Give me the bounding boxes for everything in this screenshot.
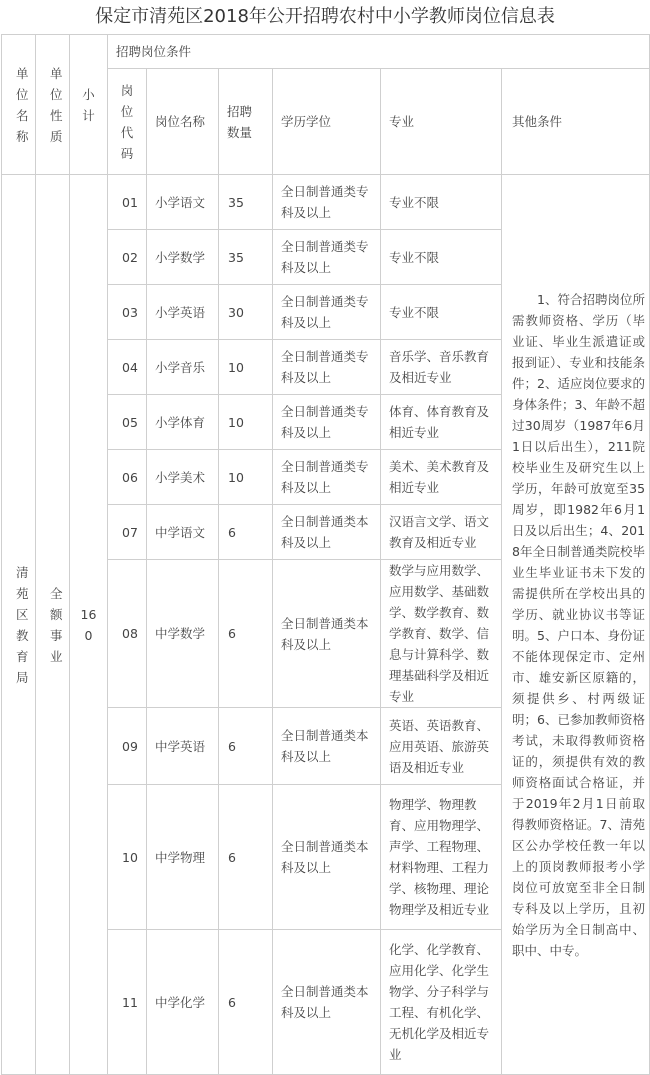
table-row-education: 全日制普通类本科及以上 (273, 930, 381, 1075)
table-row-count: 35 (219, 175, 273, 230)
table-row-code: 04 (108, 340, 147, 395)
table-row-count: 6 (219, 930, 273, 1075)
header-position: 岗位名称 (147, 69, 219, 175)
table-row-major: 专业不限 (381, 230, 502, 285)
table-row-education: 全日制普通类专科及以上 (273, 285, 381, 340)
table-row-count: 6 (219, 505, 273, 560)
unit-name-cell: 清苑区教育局 (2, 175, 36, 1075)
table-row-position: 中学语文 (147, 505, 219, 560)
table-row-position: 小学音乐 (147, 340, 219, 395)
table-row-count: 10 (219, 340, 273, 395)
table-row-education: 全日制普通类专科及以上 (273, 450, 381, 505)
table-row-education: 全日制普通类专科及以上 (273, 340, 381, 395)
table-row-position: 小学语文 (147, 175, 219, 230)
table-row-major: 化学、化学教育、应用化学、化学生物学、分子科学与工程、有机化学、无机化学及相近专业 (381, 930, 502, 1075)
table-row-count: 10 (219, 395, 273, 450)
table-row-position: 小学美术 (147, 450, 219, 505)
table-row-count: 35 (219, 230, 273, 285)
header-education: 学历学位 (273, 69, 381, 175)
table-row-major: 数学与应用数学、应用数学、基础数学、数学教育、数学教育、数学、信息与计算科学、数理基础科学及相近专业 (381, 560, 502, 708)
table-row-code: 10 (108, 785, 147, 930)
table-row-position: 中学物理 (147, 785, 219, 930)
table-row-code: 11 (108, 930, 147, 1075)
table-row-position: 中学数学 (147, 560, 219, 708)
table-row-position: 小学数学 (147, 230, 219, 285)
table-row-count: 6 (219, 785, 273, 930)
page-title: 保定市清苑区2018年公开招聘农村中小学教师岗位信息表 (95, 6, 555, 27)
table-row-code: 03 (108, 285, 147, 340)
table-row-code: 06 (108, 450, 147, 505)
table-row-code: 09 (108, 708, 147, 785)
table-row-position: 小学英语 (147, 285, 219, 340)
header-major: 专业 (381, 69, 502, 175)
table-row-major: 美术、美术教育及相近专业 (381, 450, 502, 505)
table-row-count: 10 (219, 450, 273, 505)
table-row-code: 05 (108, 395, 147, 450)
table-row-code: 02 (108, 230, 147, 285)
table-row-major: 英语、英语教育、应用英语、旅游英语及相近专业 (381, 708, 502, 785)
table-row-major: 专业不限 (381, 285, 502, 340)
table-row-major: 专业不限 (381, 175, 502, 230)
table-row-major: 物理学、物理教育、应用物理学、声学、工程物理、材料物理、工程力学、核物理、理论物理学及相近专业 (381, 785, 502, 930)
table-row-education: 全日制普通类本科及以上 (273, 560, 381, 708)
table-row-count: 30 (219, 285, 273, 340)
table-row-education: 全日制普通类本科及以上 (273, 785, 381, 930)
header-unit-nature: 单位性质 (36, 35, 70, 175)
table-row-position: 小学体育 (147, 395, 219, 450)
other-conditions-cell: 1、符合招聘岗位所需教师资格、学历（毕业证、毕业生派遣证或报到证）、专业和技能条件；2、适应岗位要求的身体条件；3、年龄不超过30周岁（1987年6月1日以后出生），211院校毕业生及研究生以上学历，年龄可放宽至35周岁，即1982年6月1日及以后出生；4、2018年全日制普通类院校毕业生毕业证书未下发的需提供所在学校出具的学历、就业协议书等证明。5、户口本、身份证不能体现保定市、定州市、雄安新区原籍的，须提供乡、村两级证明；6、已参加教师资格考试，未取得教师资格证的，须提供有效的教师资格面试合格证，并于2019年2月1日前取得教师资格证。7、清苑区公办学校任教一年以上的顶岗教师报考小学岗位可放宽至非全日制专科及以上学历，且初始学历为全日制高中、职中、中专。 (502, 175, 650, 1075)
table-row-major: 体育、体育教育及相近专业 (381, 395, 502, 450)
header-subtotal: 小计 (70, 35, 108, 175)
table-row-position: 中学英语 (147, 708, 219, 785)
header-unit-name: 单位名称 (2, 35, 36, 175)
subtotal-cell: 160 (70, 175, 108, 1075)
header-count: 招聘数量 (219, 69, 273, 175)
header-code: 岗位代码 (108, 69, 147, 175)
table-row-education: 全日制普通类专科及以上 (273, 175, 381, 230)
table-row-education: 全日制普通类专科及以上 (273, 230, 381, 285)
table-row-code: 08 (108, 560, 147, 708)
table-row-code: 07 (108, 505, 147, 560)
table-row-education: 全日制普通类本科及以上 (273, 708, 381, 785)
table-row-education: 全日制普通类专科及以上 (273, 395, 381, 450)
table-row-position: 中学化学 (147, 930, 219, 1075)
recruitment-table (1, 34, 650, 1075)
table-row-major: 汉语言文学、语文教育及相近专业 (381, 505, 502, 560)
table-row-count: 6 (219, 708, 273, 785)
header-other: 其他条件 (502, 69, 650, 175)
table-row-major: 音乐学、音乐教育及相近专业 (381, 340, 502, 395)
table-row-code: 01 (108, 175, 147, 230)
table-row-count: 6 (219, 560, 273, 708)
unit-nature-cell: 全额事业 (36, 175, 70, 1075)
header-conditions: 招聘岗位条件 (108, 35, 650, 69)
table-row-education: 全日制普通类本科及以上 (273, 505, 381, 560)
